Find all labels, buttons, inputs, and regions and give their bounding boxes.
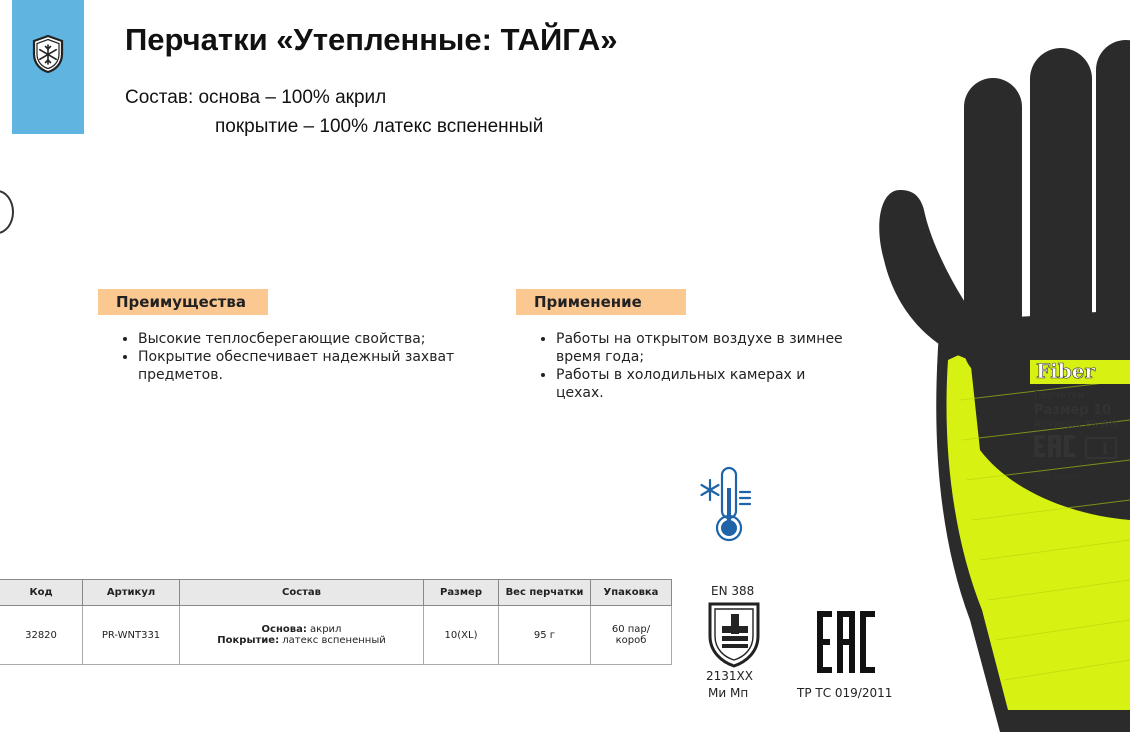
page-title: Перчатки «Утепленные: ТАЙГА» — [125, 22, 618, 57]
cold-thermometer-icon — [698, 464, 760, 546]
glove-image — [870, 20, 1130, 732]
col-header-weight: Вес перчатки — [499, 580, 591, 606]
application-list — [536, 330, 856, 402]
table-header-row — [0, 580, 672, 606]
col-header-article: Артикул — [83, 580, 180, 606]
cell-composition — [180, 606, 424, 665]
glove-size-text: Размер 10 — [1034, 403, 1112, 418]
cell-weight: 95 г — [499, 606, 591, 665]
col-header-size: Размер — [424, 580, 499, 606]
comp-base-value: акрил — [310, 624, 342, 635]
advantages-heading: Преимущества — [98, 289, 268, 315]
list-item: • Покрытие обеспечивает надежный захват предметов. — [138, 348, 478, 384]
list-item: • Работы на открытом воздухе в зимнее время года; — [556, 330, 856, 366]
specs-table — [0, 579, 672, 665]
en388-subcode: Ми Мп — [708, 686, 749, 700]
list-item: • Высокие теплосберегающие свойства; — [138, 330, 478, 348]
table-row — [0, 606, 672, 665]
comp-cover-label: Покрытие: — [217, 635, 280, 646]
comp-base-label: Основа: — [261, 624, 307, 635]
col-header-package: Упаковка — [591, 580, 672, 606]
col-header-composition: Состав — [180, 580, 424, 606]
list-item: • Работы в холодильных камерах и цехах. — [556, 366, 856, 402]
cell-package: 60 пар/короб — [591, 606, 672, 665]
eac-logo-icon — [817, 611, 875, 673]
advantages-list — [118, 330, 478, 384]
glove-brand-text: Fiber — [1036, 359, 1096, 383]
glove-tr-text: ТР ТС 019/2011 — [1034, 474, 1082, 481]
edge-decoration — [0, 190, 14, 234]
svg-text:i: i — [1102, 439, 1109, 458]
comp-cover-value: латекс вспененный — [282, 635, 386, 646]
cell-code: 32820 — [0, 606, 83, 665]
composition-coating: покрытие – 100% латекс вспененный — [215, 116, 544, 137]
cell-size: 10(XL) — [424, 606, 499, 665]
glove-type-text: Перчатки — [1034, 390, 1085, 401]
glove-article-text: Артикул: PR-WN — [1034, 419, 1118, 430]
en388-code: 2131XX — [706, 669, 753, 683]
cell-article: PR-WNT331 — [83, 606, 180, 665]
col-header-code: Код — [0, 580, 83, 606]
tr-ts-text: ТР ТС 019/2011 — [797, 686, 893, 700]
en388-title: EN 388 — [711, 584, 755, 598]
snowflake-shield-icon — [31, 34, 65, 74]
composition-base: Состав: основа – 100% акрил — [125, 87, 387, 108]
application-heading: Применение — [516, 289, 686, 315]
en388-hammer-shield-icon — [706, 600, 762, 668]
badge-icon-wrap — [12, 34, 84, 74]
